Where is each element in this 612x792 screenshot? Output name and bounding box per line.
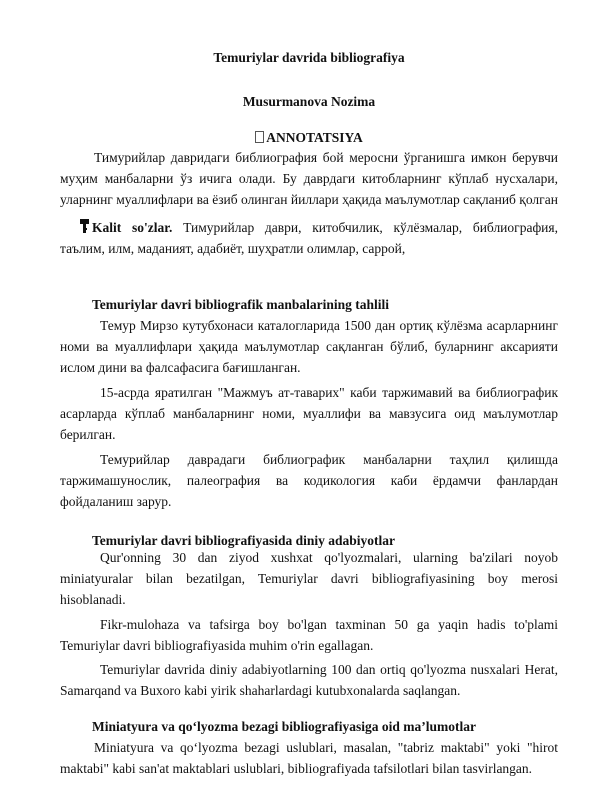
section-2-paragraph-1: Qur'onning 30 dan ziyod xushxat qo'lyozmalari, ularning ba'zilari noyob miniatyuralar bilan bezatilgan, Temuriylar davri bibliografiyasining boy merosi hisoblanadi. xyxy=(60,550,558,607)
section-2-heading: Temuriylar davri bibliografiyasida diniy adabiyotlar xyxy=(92,533,396,548)
document-title: Temuriylar davrida bibliografiya xyxy=(213,50,405,65)
section-2-paragraph-3: Temuriylar davrida diniy adabiyotlarning 100 dan ortiq qo'lyozma nusxalari Herat, Samarqand va Buxoro kabi yirik shaharlardagi kutubxonalarda saqlangan. xyxy=(60,662,558,698)
keywords-text: Тимурийлар даври, китобчилик, кўлёзмалар, библиография, таълим, илм, маданият, адабиёт, шуҳратли олимлар, саррой, xyxy=(60,220,558,256)
annotation-heading-row xyxy=(60,127,558,148)
keywords-label: Kalit so'zlar. xyxy=(92,220,173,235)
document-author: Musurmanova Nozima xyxy=(242,94,376,109)
annotation-heading: ANNOTATSIYA xyxy=(266,130,363,145)
section-1-paragraph-3: Темурийлар даврадаги библиографик манбаларни таҳлил қилишда таржимашунослик, палеография ва кодикология каби ёрдамчи фанлардан фойдаланиш зарур. xyxy=(60,452,558,509)
section-3-paragraph-1: Miniatyura va qo‘lyozma bezagi uslublari, masalan, "tabriz maktabi" yoki "hirot maktabi" kabi san'at maktablari uslublari, bibliografiyada tafsilotlari bilan tasvirlangan. xyxy=(60,740,558,776)
section-2-paragraph-2: Fikr-mulohaza va tafsirga boy bo'lgan taxminan 50 ga yaqin hadis to'plami Temuriylar davri bibliografiyasida muhim o'rin egallagan. xyxy=(60,617,558,653)
annotation-paragraph: Тимурийлар давридаги библиография бой меросни ўрганишга имкон берувчи муҳим манбаларни ўз ичига олади. Бу даврдаги китобларнинг кўплаб нусхалари, уларнинг муаллифлари ва ёзиб олинган йиллари ҳақида маълумотлар сақланиб қолган xyxy=(60,150,558,207)
section-1-paragraph-2: 15-асрда яратилган "Мажмуъ ат-таварих" каби таржимавий ва библиографик асарларда кўплаб манбаларнинг номи, муаллифи ва мавзусига оид маълумотлар берилган. xyxy=(60,385,558,442)
section-1-heading: Temuriylar davri bibliografik manbalarining tahlili xyxy=(92,297,390,312)
section-1-paragraph-1: Темур Мирзо кутубхонаси каталогларида 1500 дан ортиқ кўлёзма асарларнинг номи ва муаллифлари ҳақида маълумотлар сақланган бўлиб, буларнинг аксарияти ислом дини ва фалсафасига бағишланган. xyxy=(60,318,558,375)
missing-glyph-icon xyxy=(255,131,264,143)
keywords-paragraph xyxy=(60,217,558,259)
key-icon xyxy=(80,219,89,234)
section-3-heading: Miniatyura va qo‘lyozma bezagi bibliografiyasiga oid ma’lumotlar xyxy=(92,719,476,734)
